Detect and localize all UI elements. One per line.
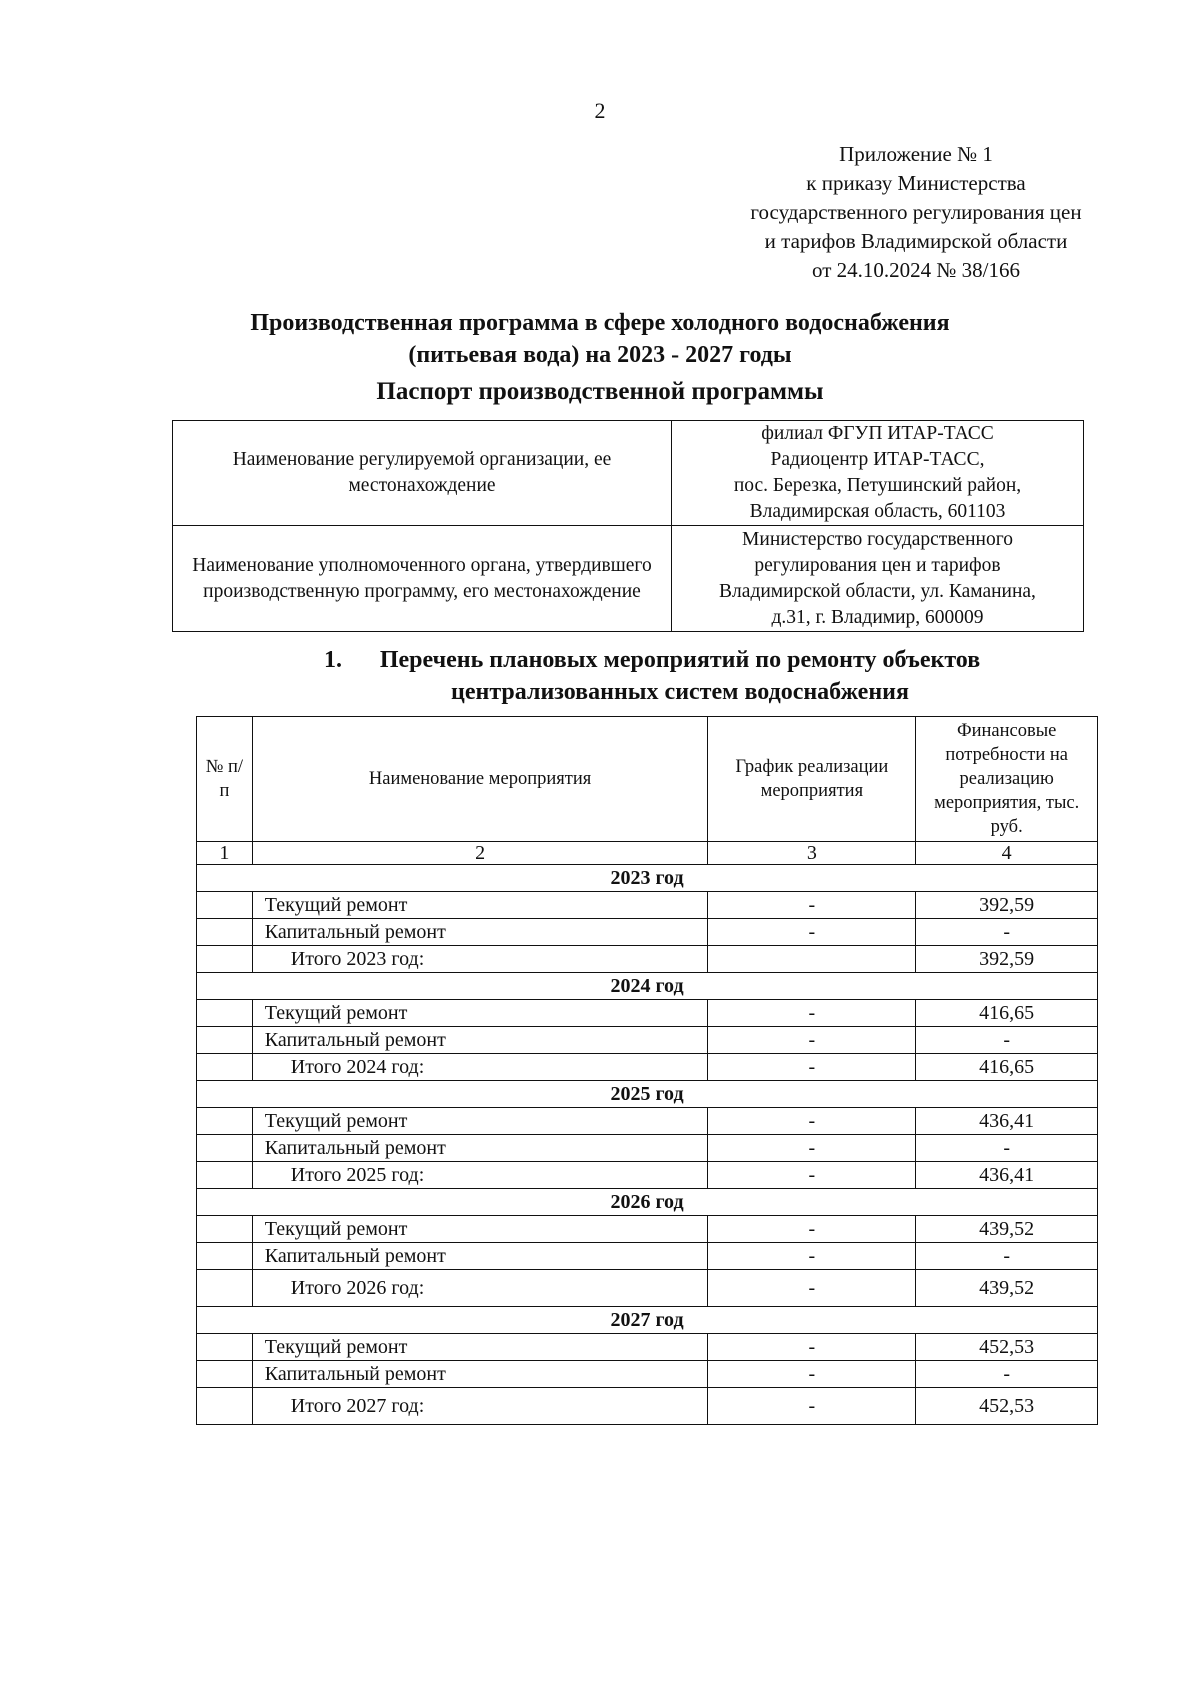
schedule-cell: - [708, 1361, 916, 1388]
value-line: филиал ФГУП ИТАР-ТАСС [761, 423, 994, 444]
year-header: 2024 год [197, 973, 1098, 1000]
header-schedule: График реализации мероприятия [708, 717, 916, 842]
activity-name: Текущий ремонт [252, 1108, 708, 1135]
schedule-cell: - [708, 1135, 916, 1162]
schedule-cell: - [708, 919, 916, 946]
value-line: Владимирская область, 601103 [749, 501, 1006, 522]
amount-cell: 416,65 [916, 1000, 1098, 1027]
header-finance: Финансовые потребности на реализацию мероприятия, тыс. руб. [916, 717, 1098, 842]
table-row [197, 1334, 1098, 1361]
total-row [197, 1388, 1098, 1425]
amount-cell: 436,41 [916, 1162, 1098, 1189]
total-row [197, 946, 1098, 973]
schedule-cell: - [708, 1216, 916, 1243]
value-line: Владимирской области, ул. Каманина, [719, 580, 1036, 602]
activity-name: Текущий ремонт [252, 892, 708, 919]
schedule-cell: - [708, 1108, 916, 1135]
schedule-cell [708, 946, 916, 973]
amount-cell: - [916, 1361, 1098, 1388]
amount-cell: - [916, 1027, 1098, 1054]
schedule-cell: - [708, 1000, 916, 1027]
amount-cell: 439,52 [916, 1270, 1098, 1307]
year-header: 2025 год [197, 1081, 1098, 1108]
activity-name: Текущий ремонт [252, 1000, 708, 1027]
section-title [300, 644, 1060, 708]
column-number: 4 [916, 842, 1098, 865]
schedule-cell: - [708, 1162, 916, 1189]
header-number: № п/п [197, 717, 253, 842]
table-row [197, 1000, 1098, 1027]
schedule-cell: - [708, 1054, 916, 1081]
total-label: Итого 2024 год: [252, 1054, 708, 1081]
appendix-line: от 24.10.2024 № 38/166 [811, 258, 1021, 282]
appendix-line: Приложение № 1 [839, 142, 993, 166]
value-line: Министерство государственного [742, 528, 1013, 550]
amount-cell: 452,53 [916, 1388, 1098, 1425]
amount-cell: 392,59 [916, 892, 1098, 919]
year-header: 2027 год [197, 1307, 1098, 1334]
table-row [197, 892, 1098, 919]
passport-org-value [672, 421, 1084, 526]
year-header: 2023 год [197, 865, 1098, 892]
passport-authority-value [672, 526, 1084, 632]
total-row [197, 1270, 1098, 1307]
title-line: (питьевая вода) на 2023 - 2027 годы [408, 342, 792, 368]
passport-org-label: Наименование регулируемой организации, ее местонахождение [173, 421, 672, 526]
table-row [197, 1361, 1098, 1388]
total-row [197, 1162, 1098, 1189]
document-title [120, 307, 1080, 371]
section-number: 1. [324, 647, 342, 673]
amount-cell: 452,53 [916, 1334, 1098, 1361]
title-line: Производственная программа в сфере холодного водоснабжения [250, 310, 950, 336]
table-row [197, 1243, 1098, 1270]
total-label: Итого 2027 год: [252, 1388, 708, 1425]
total-label: Итого 2026 год: [252, 1270, 708, 1307]
activity-name: Капитальный ремонт [252, 1027, 708, 1054]
activity-name: Текущий ремонт [252, 1334, 708, 1361]
total-label: Итого 2025 год: [252, 1162, 708, 1189]
column-number: 1 [197, 842, 253, 865]
amount-cell: 392,59 [916, 946, 1098, 973]
amount-cell: 436,41 [916, 1108, 1098, 1135]
amount-cell: - [916, 1243, 1098, 1270]
activity-name: Капитальный ремонт [252, 1361, 708, 1388]
repair-plan-table [196, 716, 1098, 1425]
total-row [197, 1054, 1098, 1081]
amount-cell: - [916, 919, 1098, 946]
table-row [197, 1216, 1098, 1243]
schedule-cell: - [708, 892, 916, 919]
value-line: регулирования цен и тарифов [754, 554, 1001, 576]
appendix-block [738, 140, 1094, 285]
amount-cell: 439,52 [916, 1216, 1098, 1243]
table-row [197, 919, 1098, 946]
passport-authority-label: Наименование уполномоченного органа, утвердившего производственную программу, его местонахождение [173, 526, 672, 632]
column-number: 2 [252, 842, 708, 865]
amount-cell: - [916, 1135, 1098, 1162]
total-label: Итого 2023 год: [252, 946, 708, 973]
schedule-cell: - [708, 1270, 916, 1307]
section-line: Перечень плановых мероприятий по ремонту объектов [379, 647, 981, 673]
section-line: централизованных систем водоснабжения [451, 679, 909, 705]
activity-name: Капитальный ремонт [252, 1135, 708, 1162]
schedule-cell: - [708, 1027, 916, 1054]
table-row [197, 1108, 1098, 1135]
appendix-line: и тарифов Владимирской области [764, 229, 1068, 253]
passport-title: Паспорт производственной программы [376, 378, 824, 405]
page-number: 2 [594, 98, 606, 123]
activity-name: Текущий ремонт [252, 1216, 708, 1243]
table-row [197, 1027, 1098, 1054]
appendix-line: государственного регулирования цен [750, 200, 1082, 224]
year-header: 2026 год [197, 1189, 1098, 1216]
appendix-line: к приказу Министерства [806, 171, 1026, 195]
activity-name: Капитальный ремонт [252, 1243, 708, 1270]
table-row [197, 1135, 1098, 1162]
activity-name: Капитальный ремонт [252, 919, 708, 946]
passport-table [172, 420, 1084, 632]
schedule-cell: - [708, 1388, 916, 1425]
value-line: д.31, г. Владимир, 600009 [771, 606, 984, 628]
schedule-cell: - [708, 1243, 916, 1270]
value-line: пос. Березка, Петушинский район, [733, 475, 1022, 496]
header-activity: Наименование мероприятия [252, 717, 708, 842]
value-line: Радиоцентр ИТАР-ТАСС, [770, 449, 985, 470]
column-number: 3 [708, 842, 916, 865]
schedule-cell: - [708, 1334, 916, 1361]
amount-cell: 416,65 [916, 1054, 1098, 1081]
